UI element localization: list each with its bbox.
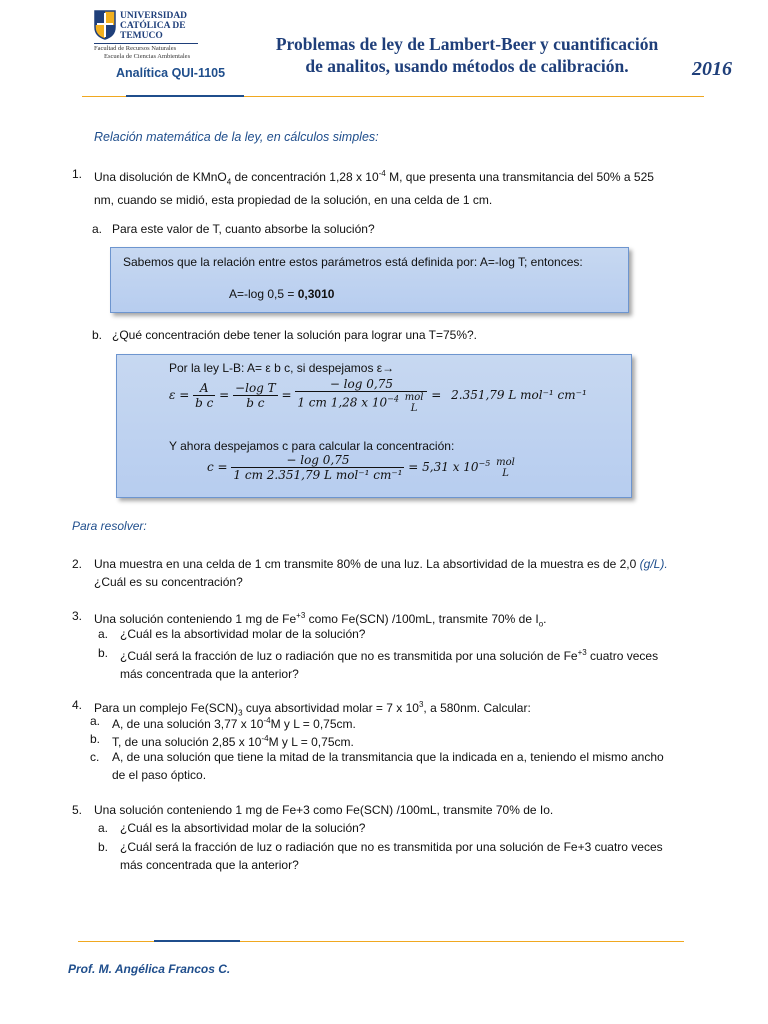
year-label: 2016 [692, 58, 732, 80]
equation-concentration: c = $\frac{- \log 0,75}{\text{1 cm 2.351,79 L mol⁻¹ cm⁻¹}}$ = 5,31 x $10^{-5}$ mol L [207, 453, 515, 482]
answer-1a-relation: Sabemos que la relación entre estos parámetros está definida por: A=-log T; entonces: [123, 255, 583, 269]
problem-4b-question: T, de una solución 2,85 x $10^{-4}M$ y L = 0,75cm. [112, 734, 354, 749]
page-title: Problemas de ley de Lambert-Beer y cuantificación de analitos, usando métodos de calibración. [275, 34, 659, 76]
university-name-line-3: TEMUCO [120, 31, 163, 41]
problem-3-statement: Una solución conteniendo 1 mg de $Fe^{+3}$ como Fe(SCN) /100mL, transmite 70% de $I_o$. [94, 611, 547, 629]
answer-box-1b [116, 354, 632, 498]
problem-4a-question: A, de una solución 3,77 x $10^{-4}M$ y L = 0,75cm. [112, 716, 356, 731]
problem-5a-label: a. [98, 821, 109, 835]
problem-1a-question: Para este valor de T, cuanto absorbe la solución? [112, 222, 375, 236]
university-name-line-2: CATÓLICA DE [120, 21, 186, 31]
section-heading-to-solve: Para resolver: [72, 519, 147, 533]
equation-epsilon: ε = $\frac{A}{\text{b c}}$ = $\frac{\text{−log T}}{\text{b c}}$ = − log 0,75 1 cm 1,28 x $10^{-4}$ mol L = 2.351,79 L mol⁻¹ cm⁻¹ [169, 377, 587, 414]
problem-4-statement: Para un complejo $Fe(SCN)_3$ cuya absortividad molar = 7 x $10^3$, a 580nm. Calcular: [94, 700, 531, 718]
problem-5-number: 5. [72, 803, 83, 817]
problem-5b-label: b. [98, 840, 109, 854]
problem-1-number: 1. [72, 167, 83, 181]
school-name: Escuela de Ciencias Ambientales [104, 53, 191, 60]
answer-box-1a [110, 247, 629, 313]
problem-3a-label: a. [98, 627, 109, 641]
problem-5a-question: ¿Cuál es la absortividad molar de la solución? [120, 821, 366, 835]
problem-3b-label: b. [98, 646, 109, 660]
problem-5-statement: Una solución conteniendo 1 mg de Fe+3 como Fe(SCN) /100mL, transmite 70% de Io. [94, 803, 554, 817]
problem-1-statement: Una disolución de KMnO$_4$ de concentración 1,28 x $10^{-4}$ M, que presenta una transmitancia del 50% a 525 nm, cuando se midió, esta propiedad de la solución, en una celda de 1 cm. [94, 169, 654, 208]
problem-1b-question: ¿Qué concentración debe tener la solución para lograr una T=75%?. [112, 328, 478, 342]
problem-2-number: 2. [72, 557, 83, 571]
answer-1a-result: A=-log 0,5 = 0,3010 [229, 287, 335, 301]
answer-1b-solve-c: Y ahora despejamos c para calcular la concentración: [169, 439, 455, 453]
course-code: Analítica QUI-1105 [116, 66, 226, 80]
problem-3-number: 3. [72, 609, 83, 623]
problem-1b-label: b. [92, 328, 103, 342]
header-rule-blue [126, 95, 244, 97]
problem-1a-label: a. [92, 222, 103, 236]
footer-rule-blue [154, 940, 240, 942]
author-footer: Prof. M. Angélica Francos C. [68, 962, 231, 976]
problem-3b-question: ¿Cuál será la fracción de luz o radiación que no es transmitida por una solución de $Fe^{+3}$ cuatro veces más concentrada que la anterior? [120, 648, 659, 681]
problem-4b-label: b. [90, 732, 101, 746]
problem-3a-question: ¿Cuál es la absortividad molar de la solución? [120, 627, 366, 641]
university-shield-icon [94, 10, 116, 40]
university-name-line-1: UNIVERSIDAD [120, 11, 188, 21]
problem-5b-question: ¿Cuál será la fracción de luz o radiación que no es transmitida por una solución de Fe+3 cuatro veces más concentrada que la anterior? [120, 840, 663, 872]
problem-4-number: 4. [72, 698, 83, 712]
logo-divider [94, 43, 198, 44]
section-heading-simple-calculations: Relación matemática de la ley, en cálculos simples: [94, 130, 379, 144]
problem-2-statement: Una muestra en una celda de 1 cm transmite 80% de una luz. La absortividad de la muestra es de 2,0 (g/L). ¿Cuál es su concentración? [94, 557, 668, 589]
faculty-name: Facultad de Recursos Naturales [94, 45, 177, 52]
problem-4c-label: c. [90, 750, 100, 764]
answer-1b-law: Por la ley L-B: A= ε b c, si despejamos ε→ [169, 361, 395, 375]
problem-4c-question: A, de una solución que tiene la mitad de la transmitancia que la indicada en a, teniendo el mismo ancho de el paso óptico. [112, 750, 664, 782]
problem-4a-label: a. [90, 714, 101, 728]
